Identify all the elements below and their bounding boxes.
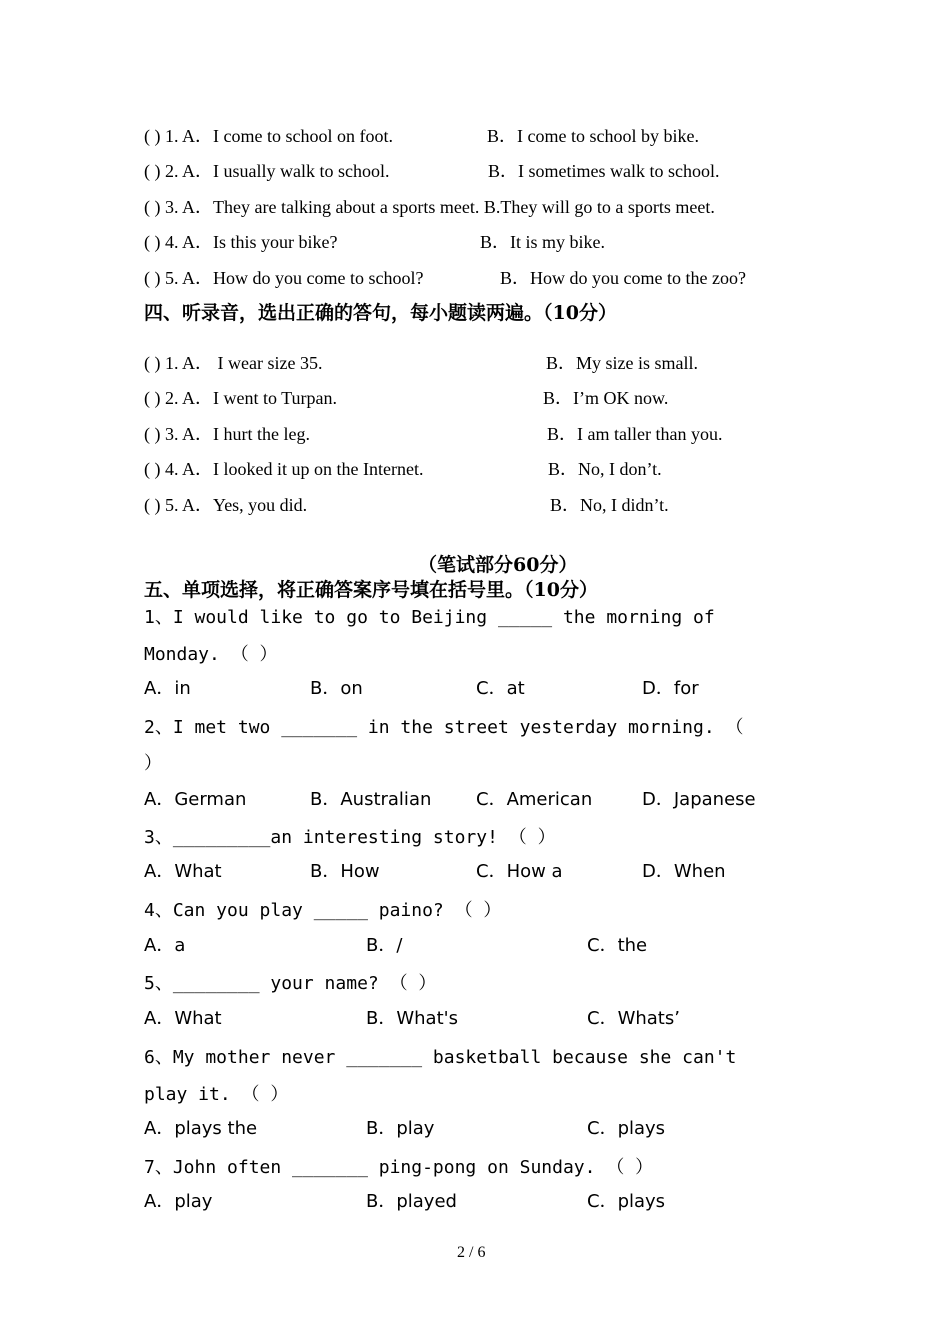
page-number: 2 / 6: [457, 1244, 486, 1261]
section5-q2-option-c: C．American: [476, 789, 593, 810]
section5-q2-option-d: D．Japanese: [642, 789, 756, 810]
section5-q4-option-b: B．/: [366, 935, 403, 956]
written-part-title: （笔试部分60分）: [418, 554, 578, 576]
section4-q4-option-b: B．No, I don’t.: [548, 459, 662, 479]
section5-q6-option-c: C．plays: [587, 1118, 666, 1139]
section5-q3-option-c: C．How a: [476, 861, 563, 882]
section4-q2-option-b: B．I’m OK now.: [543, 388, 669, 408]
section5-q1-option-b: B．on: [310, 678, 363, 699]
part3-q1-option-b: B．I come to school by bike.: [487, 126, 699, 146]
part3-q1: ( ) 1. A．I come to school on foot.: [144, 126, 393, 146]
section4-q2: ( ) 2. A．I went to Turpan.: [144, 388, 337, 408]
section5-q1-option-a: A．in: [144, 678, 191, 699]
section4-q1-option-b: B．My size is small.: [546, 353, 698, 373]
section5-q2-line2: ）: [144, 753, 162, 774]
section5-q6-option-b: B．play: [366, 1118, 435, 1139]
part3-q4: ( ) 4. A．Is this your bike?: [144, 232, 338, 252]
section5-q5-option-c: C．Whats’: [587, 1008, 680, 1029]
section5-q5-option-b: B．What's: [366, 1008, 458, 1029]
part3-q3: ( ) 3. A．They are talking about a sports meet. B.They will go to a sports meet.: [144, 197, 715, 217]
section5-q6-line2: play it. （ ）: [144, 1084, 289, 1105]
part3-q4-option-b: B．It is my bike.: [480, 232, 605, 252]
section4-heading: 四、听录音，选出正确的答句，每小题读两遍。（10分）: [144, 302, 617, 324]
section4-q5: ( ) 5. A．Yes, you did.: [144, 495, 308, 515]
section5-q1-line1: 1、I would like to go to Beijing _____ the morning of: [144, 607, 715, 628]
section5-heading: 五、单项选择，将正确答案序号填在括号里。（10分）: [144, 579, 598, 601]
section4-q1: ( ) 1. A． I wear size 35.: [144, 353, 323, 373]
section5-q1-line2: Monday. （ ）: [144, 644, 278, 665]
section5-q2-line1: 2、I met two _______ in the street yesterday morning. （: [144, 717, 744, 738]
section5-q3-line1: 3、_________an interesting story! （ ）: [144, 827, 556, 848]
section5-q5-option-a: A．What: [144, 1008, 222, 1029]
section5-q3-option-d: D．When: [642, 861, 726, 882]
section5-q4-option-a: A．a: [144, 935, 186, 956]
section5-q7-option-b: B．played: [366, 1191, 457, 1212]
part3-q2: ( ) 2. A．I usually walk to school.: [144, 161, 390, 181]
section5-q7-option-a: A．play: [144, 1191, 213, 1212]
part3-q5-option-b: B．How do you come to the zoo?: [500, 268, 746, 288]
section5-q3-option-b: B．How: [310, 861, 380, 882]
section5-q2-option-a: A．German: [144, 789, 247, 810]
section5-q6-option-a: A．plays the: [144, 1118, 258, 1139]
section5-q1-option-d: D．for: [642, 678, 699, 699]
section4-q5-option-b: B．No, I didn’t.: [550, 495, 669, 515]
section5-q7-option-c: C．plays: [587, 1191, 666, 1212]
section5-q4-option-c: C．the: [587, 935, 648, 956]
section5-q5-line1: 5、________ your name? （ ）: [144, 973, 437, 994]
section5-q6-line1: 6、My mother never _______ basketball because she can't: [144, 1047, 737, 1068]
section5-q3-option-a: A．What: [144, 861, 222, 882]
part3-q5: ( ) 5. A．How do you come to school?: [144, 268, 424, 288]
section5-q7-line1: 7、John often _______ ping-pong on Sunday. （ ）: [144, 1157, 654, 1178]
section5-q1-option-c: C．at: [476, 678, 525, 699]
part3-q2-option-b: B．I sometimes walk to school.: [488, 161, 720, 181]
section4-q3: ( ) 3. A．I hurt the leg.: [144, 424, 310, 444]
section5-q2-option-b: B．Australian: [310, 789, 432, 810]
section4-q4: ( ) 4. A．I looked it up on the Internet.: [144, 459, 424, 479]
section5-q4-line1: 4、Can you play _____ paino? （ ）: [144, 900, 502, 921]
section4-q3-option-b: B．I am taller than you.: [547, 424, 723, 444]
